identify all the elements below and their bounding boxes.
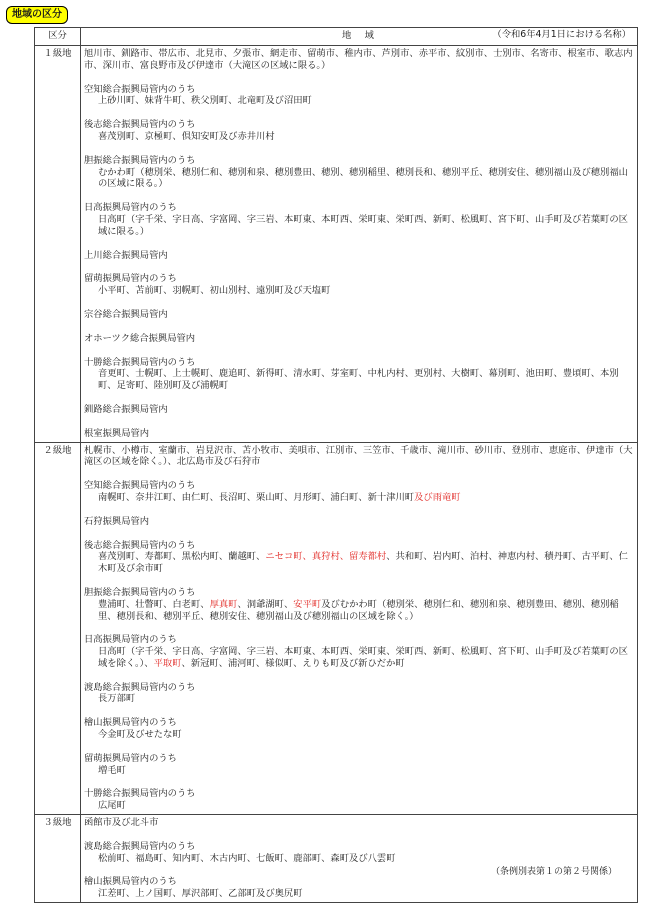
- municipality-list: [84, 95, 634, 107]
- header-date-note: （令和6年4月1日における名称）: [492, 29, 631, 40]
- municipality-text: 日高町（字千栄、字日高、字富岡、字三岩、本町東、本町西、栄町東、栄町西、新町、松風町、宮下町、山手町及び若葉町の区域に限る。）: [98, 213, 628, 237]
- region-group-heading: 空知総合振興局管内のうち: [84, 83, 196, 95]
- highlighted-municipality: 安平町: [293, 598, 322, 610]
- municipality-text: 喜茂別町、寿都町、黒松内町、蘭越町、: [98, 551, 266, 563]
- region-group-heading: 函館市及び北斗市: [84, 817, 159, 829]
- region-classification-table: [34, 27, 638, 903]
- municipality-list: [84, 285, 634, 297]
- municipality-list: [84, 368, 634, 392]
- region-group: [84, 480, 634, 504]
- header-region: [81, 28, 638, 46]
- region-group: [84, 817, 634, 829]
- region-group-heading: 胆振総合振興局管内のうち: [84, 586, 196, 598]
- municipality-text: 上砂川町、妹背牛町、秩父別町、北竜町及び沼田町: [98, 95, 312, 107]
- region-group: [84, 682, 634, 706]
- region-group: [84, 155, 634, 190]
- grade-label: １級地: [35, 46, 81, 443]
- municipality-text: 小平町、苫前町、羽幌町、初山別村、遠別町及び天塩町: [98, 285, 331, 297]
- region-group-heading: 渡島総合振興局管内のうち: [84, 840, 196, 852]
- region-group-heading: 後志総合振興局管内のうち: [84, 539, 196, 551]
- table-header-row: [35, 28, 638, 46]
- region-cell: [81, 442, 638, 815]
- municipality-text: 増毛町: [98, 764, 126, 776]
- highlighted-municipality: ニセコ町、真狩村、留寿都村: [265, 551, 387, 563]
- header-region-label: 地 域: [342, 30, 376, 41]
- municipality-list: [84, 551, 634, 575]
- grade-label: ３級地: [35, 815, 81, 903]
- municipality-list: [84, 693, 634, 705]
- municipality-text: 江差町、上ノ国町、厚沢部町、乙部町及び奥尻町: [98, 888, 303, 900]
- region-group-heading: 胆振総合振興局管内のうち: [84, 154, 196, 166]
- grade-row: [35, 442, 638, 815]
- region-cell: [81, 815, 638, 903]
- region-group: [84, 202, 634, 237]
- municipality-text: 長万部町: [98, 693, 136, 705]
- highlighted-municipality: 平取町: [153, 657, 182, 669]
- region-group-heading: 十勝総合振興局管内のうち: [84, 356, 196, 368]
- municipality-text: 日高町（字千栄、字日高、字富岡、字三岩、本町東、本町西、栄町東、栄町西、新町、松風町、宮下町、山手町及び若葉町の区域を除く。）、: [98, 646, 628, 669]
- footer-note: （条例別表第１の第２号関係）: [490, 867, 617, 877]
- region-group-heading: 釧路総合振興局管内: [84, 403, 168, 415]
- region-group-heading: 留萌振興局管内のうち: [84, 752, 177, 764]
- highlighted-municipality: 厚真町: [209, 598, 238, 610]
- region-group: [84, 876, 634, 900]
- region-group: [84, 540, 634, 575]
- region-group: [84, 404, 634, 416]
- municipality-text: 広尾町: [98, 800, 126, 812]
- region-group-heading: 旭川市、釧路市、帯広市、北見市、夕張市、網走市、留萌市、稚内市、芦別市、赤平市、紋別市、士別市、名寄市、根室市、歌志内市、深川市、富良野市及び伊達市（大滝区の区域に限る。）: [84, 48, 633, 71]
- region-group-heading: 檜山振興局管内のうち: [84, 876, 177, 888]
- region-group: [84, 445, 634, 469]
- region-group: [84, 119, 634, 143]
- municipality-list: [84, 492, 634, 504]
- municipality-text: 松前町、福島町、知内町、木古内町、七飯町、鹿部町、森町及び八雲町: [98, 852, 396, 864]
- municipality-text: 音更町、士幌町、上士幌町、鹿追町、新得町、清水町、芽室町、中札内村、更別村、大樹町、幕別町、池田町、豊頃町、本別町、足寄町、陸別町及び浦幌町: [98, 368, 619, 392]
- municipality-list: [84, 853, 634, 865]
- region-group-heading: 空知総合振興局管内のうち: [84, 480, 196, 492]
- region-group-heading: 石狩振興局管内: [84, 515, 150, 527]
- municipality-list: [84, 729, 634, 741]
- region-cell: [81, 46, 638, 443]
- region-group: [84, 634, 634, 669]
- municipality-text: 喜茂別町、京極町、倶知安町及び赤井川村: [98, 130, 275, 142]
- region-group: [84, 516, 634, 528]
- municipality-list: [84, 800, 634, 812]
- grade-row: [35, 46, 638, 443]
- municipality-list: [84, 599, 634, 623]
- region-group: [84, 273, 634, 297]
- region-group: [84, 250, 634, 262]
- region-group-heading: 日高振興局管内のうち: [84, 202, 177, 214]
- municipality-list: [84, 167, 634, 191]
- municipality-list: [84, 214, 634, 238]
- municipality-text: 、洞爺湖町、: [237, 598, 294, 610]
- grade-row: [35, 815, 638, 903]
- region-group-heading: 上川総合振興局管内: [84, 249, 168, 261]
- region-group: [84, 48, 634, 72]
- region-group: [84, 753, 634, 777]
- region-group-heading: 十勝総合振興局管内のうち: [84, 788, 196, 800]
- region-group: [84, 841, 634, 865]
- region-group-heading: 渡島総合振興局管内のうち: [84, 681, 196, 693]
- region-group: [84, 357, 634, 392]
- region-group-heading: 後志総合振興局管内のうち: [84, 119, 196, 131]
- region-group-heading: 根室振興局管内: [84, 427, 150, 439]
- region-group: [84, 717, 634, 741]
- region-group: [84, 587, 634, 622]
- region-group-heading: 檜山振興局管内のうち: [84, 717, 177, 729]
- grade-label: ２級地: [35, 442, 81, 815]
- municipality-text: 南幌町、奈井江町、由仁町、長沼町、栗山町、月形町、浦臼町、新十津川町: [98, 491, 415, 503]
- municipality-text: むかわ町（穂別栄、穂別仁和、穂別和泉、穂別豊田、穂別、穂別稲里、穂別長和、穂別平丘、穂別安住、穂別福山及び穂別福山の区域に限る。）: [98, 166, 628, 190]
- region-group: [84, 788, 634, 812]
- highlighted-municipality: 及び雨竜町: [414, 491, 461, 503]
- municipality-text: 、共和町、岩内町、泊村、神恵内村、積丹町、古平町、仁木町及び余市町: [98, 551, 628, 575]
- municipality-text: 、新冠町、浦河町、様似町、えりも町及び新ひだか町: [181, 657, 405, 669]
- region-group-heading: 日高振興局管内のうち: [84, 634, 177, 646]
- municipality-list: [84, 646, 634, 670]
- region-group: [84, 333, 634, 345]
- municipality-list: [84, 888, 634, 900]
- municipality-text: 及びむかわ町（穂別栄、穂別仁和、穂別和泉、穂別豊田、穂別、穂別稲里、穂別長和、穂別平丘、穂別安住、穂別福山及び穂別福山の区域を除く。）: [98, 598, 619, 622]
- region-group: [84, 84, 634, 108]
- region-group: [84, 309, 634, 321]
- header-classification: 区分: [35, 28, 81, 46]
- municipality-list: [84, 131, 634, 143]
- municipality-text: 豊浦町、壮瞥町、白老町、: [98, 598, 210, 610]
- region-group-heading: 札幌市、小樽市、室蘭市、岩見沢市、苫小牧市、美唄市、江別市、三笠市、千歳市、滝川市、砂川市、登別市、恵庭市、伊達市（大滝区の区域を除く。）、北広島市及び石狩市: [84, 444, 633, 468]
- region-group: [84, 428, 634, 440]
- section-title-badge: 地域の区分: [6, 6, 68, 24]
- region-group-heading: オホーツク総合振興局管内: [84, 332, 196, 344]
- municipality-list: [84, 765, 634, 777]
- region-group-heading: 留萌振興局管内のうち: [84, 273, 177, 285]
- region-group-heading: 宗谷総合振興局管内: [84, 308, 168, 320]
- municipality-text: 今金町及びせたな町: [98, 729, 182, 741]
